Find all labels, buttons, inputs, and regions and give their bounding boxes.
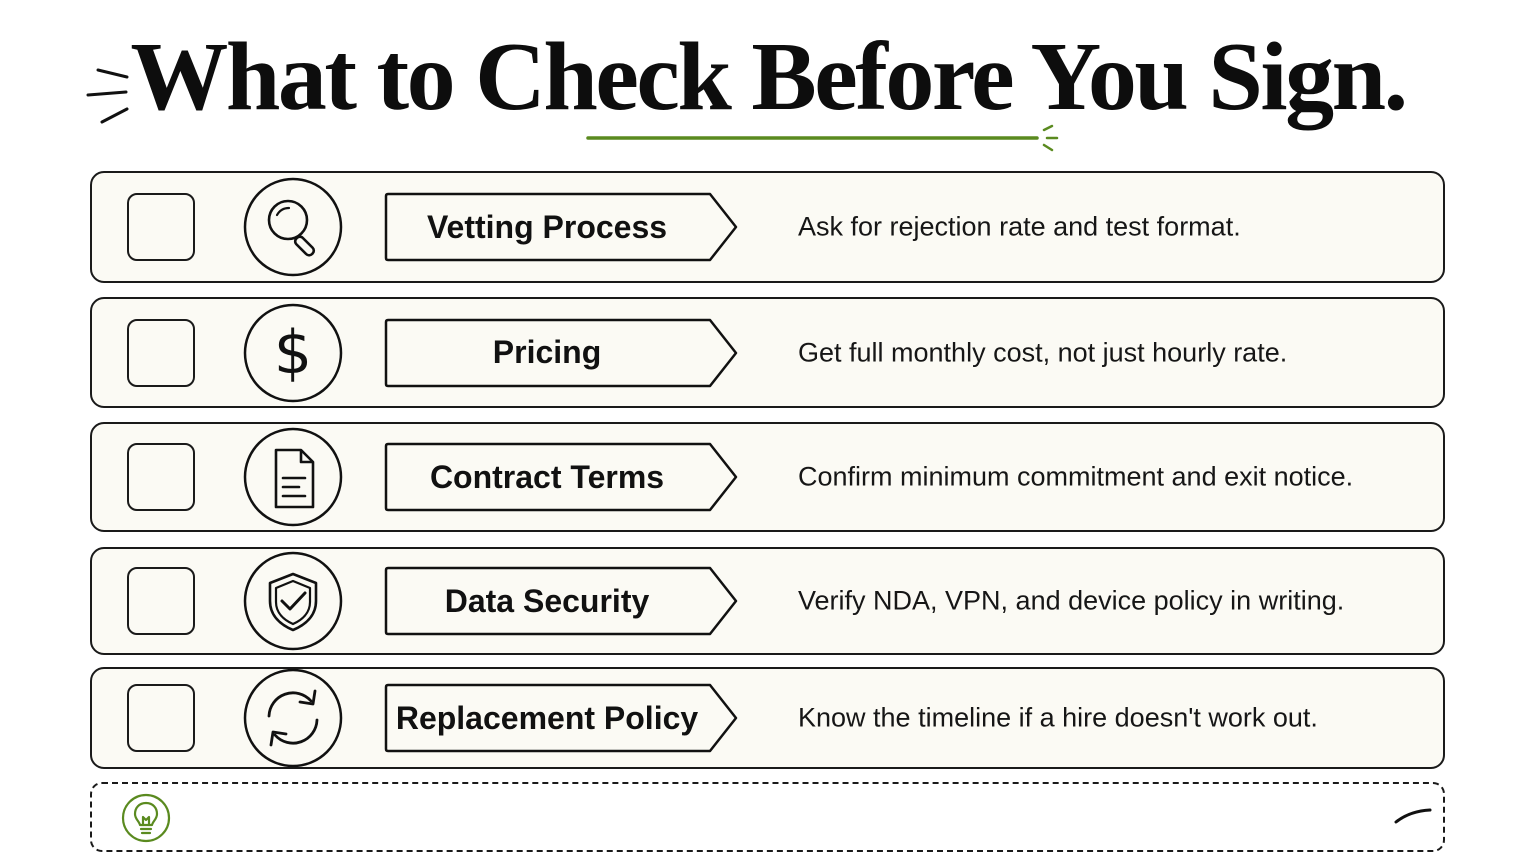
checkbox-pricing[interactable] bbox=[127, 319, 195, 387]
row-label: Data Security bbox=[444, 582, 650, 619]
tag-contract-terms bbox=[384, 442, 738, 512]
shield-check-icon bbox=[243, 551, 343, 651]
checklist-row-contract-terms bbox=[90, 422, 1445, 532]
checklist-row-vetting-process bbox=[90, 171, 1445, 283]
checklist-row-replacement-policy bbox=[90, 667, 1445, 769]
document-icon bbox=[243, 427, 343, 527]
checkbox-contract-terms[interactable] bbox=[127, 443, 195, 511]
refresh-icon bbox=[243, 668, 343, 768]
tag-vetting-process bbox=[384, 192, 738, 262]
row-description: Confirm minimum commitment and exit notice. bbox=[798, 461, 1354, 492]
tag-pricing bbox=[384, 318, 738, 388]
row-label: Vetting Process bbox=[426, 208, 668, 245]
row-description: Verify NDA, VPN, and device policy in writing. bbox=[798, 585, 1345, 616]
row-description: Get full monthly cost, not just hourly rate. bbox=[798, 337, 1288, 367]
checklist-row-pricing bbox=[90, 297, 1445, 408]
checkbox-vetting-process[interactable] bbox=[127, 193, 195, 261]
checkbox-data-security[interactable] bbox=[127, 567, 195, 635]
page-title: What to Check Before You Sign. bbox=[130, 23, 1406, 131]
row-label: Pricing bbox=[492, 334, 602, 370]
tag-replacement-policy bbox=[384, 683, 738, 753]
checkbox-replacement-policy[interactable] bbox=[127, 684, 195, 752]
row-label: Contract Terms bbox=[429, 458, 665, 495]
lightbulb-icon bbox=[120, 792, 172, 844]
tag-data-security bbox=[384, 566, 738, 636]
tip-box bbox=[90, 782, 1445, 852]
svg-text:$: $ bbox=[273, 317, 313, 388]
magnifying-glass-icon bbox=[243, 177, 343, 277]
row-description: Know the timeline if a hire doesn't work out. bbox=[798, 702, 1318, 733]
dollar-sign-icon bbox=[243, 303, 343, 403]
row-description: Ask for rejection rate and test format. bbox=[798, 211, 1241, 242]
row-label: Replacement Policy bbox=[395, 699, 699, 736]
checklist-row-data-security bbox=[90, 547, 1445, 655]
